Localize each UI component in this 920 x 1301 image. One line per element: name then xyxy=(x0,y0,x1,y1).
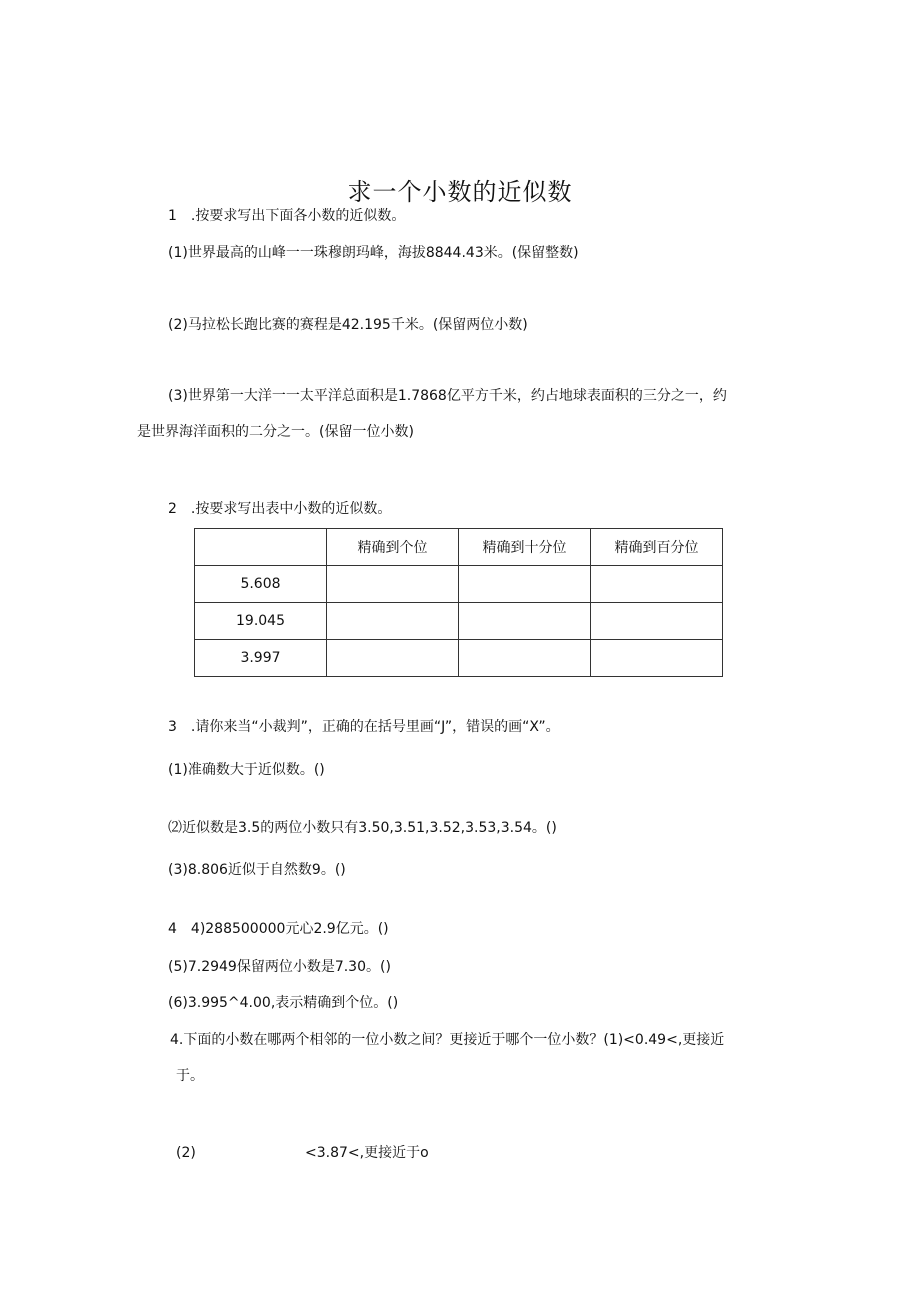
table-header-cell xyxy=(195,529,327,566)
q1-heading: 1 .按要求写出下面各小数的近似数。 xyxy=(168,208,406,224)
table-cell-answer[interactable] xyxy=(591,566,723,603)
table-cell-answer[interactable] xyxy=(327,640,459,677)
table-header-cell: 精确到个位 xyxy=(327,529,459,566)
q4-line2: 于。 xyxy=(176,1068,204,1084)
table-cell-number: 5.608 xyxy=(195,566,327,603)
table-cell-answer[interactable] xyxy=(327,603,459,640)
q4-line1: 4.下面的小数在哪两个相邻的一位小数之间？更接近于哪个一位小数？(1)<0.49<,更接近 xyxy=(170,1032,725,1048)
table-header-row xyxy=(195,529,723,566)
table-cell-answer[interactable] xyxy=(591,603,723,640)
table-row xyxy=(195,603,723,640)
q4-part2-label: (2) xyxy=(176,1145,196,1161)
table-cell-answer[interactable] xyxy=(327,566,459,603)
q3-item: (3)8.806近似于自然数9。() xyxy=(168,862,346,878)
table-row xyxy=(195,566,723,603)
table-cell-answer[interactable] xyxy=(459,640,591,677)
q1-part3-line2: 是世界海洋面积的二分之一。(保留一位小数) xyxy=(137,424,414,440)
q3-item: (6)3.995^4.00,表示精确到个位。() xyxy=(168,995,399,1011)
q3-item: ⑵近似数是3.5的两位小数只有3.50,3.51,3.52,3.53,3.54。() xyxy=(168,820,557,836)
table-cell-answer[interactable] xyxy=(591,640,723,677)
table-header-cell: 精确到百分位 xyxy=(591,529,723,566)
q3-item: (5)7.2949保留两位小数是7.30。() xyxy=(168,959,391,975)
table-cell-answer[interactable] xyxy=(459,566,591,603)
table-cell-number: 19.045 xyxy=(195,603,327,640)
q1-part3-line1: (3)世界第一大洋一一太平洋总面积是1.7868亿平方千米，约占地球表面积的三分之一，约 xyxy=(168,388,727,404)
approximation-table xyxy=(194,528,723,677)
table-cell-answer[interactable] xyxy=(459,603,591,640)
page-title: 求一个小数的近似数 xyxy=(347,178,573,207)
q3-heading: 3 .请你来当“小裁判”，正确的在括号里画“J”，错误的画“X”。 xyxy=(168,719,560,735)
q1-part1: (1)世界最高的山峰一一珠穆朗玛峰，海拔8844.43米。(保留整数) xyxy=(168,245,579,261)
q4-part2-text: <3.87<,更接近于o xyxy=(305,1145,429,1161)
table-cell-number: 3.997 xyxy=(195,640,327,677)
q1-part2: (2)马拉松长跑比赛的赛程是42.195千米。(保留两位小数) xyxy=(168,317,528,333)
q2-heading: 2 .按要求写出表中小数的近似数。 xyxy=(168,501,392,517)
table-header-cell: 精确到十分位 xyxy=(459,529,591,566)
table-row xyxy=(195,640,723,677)
q3-item: (1)准确数大于近似数。() xyxy=(168,762,325,778)
q3-item: 4 4)288500000元心2.9亿元。() xyxy=(168,921,389,937)
